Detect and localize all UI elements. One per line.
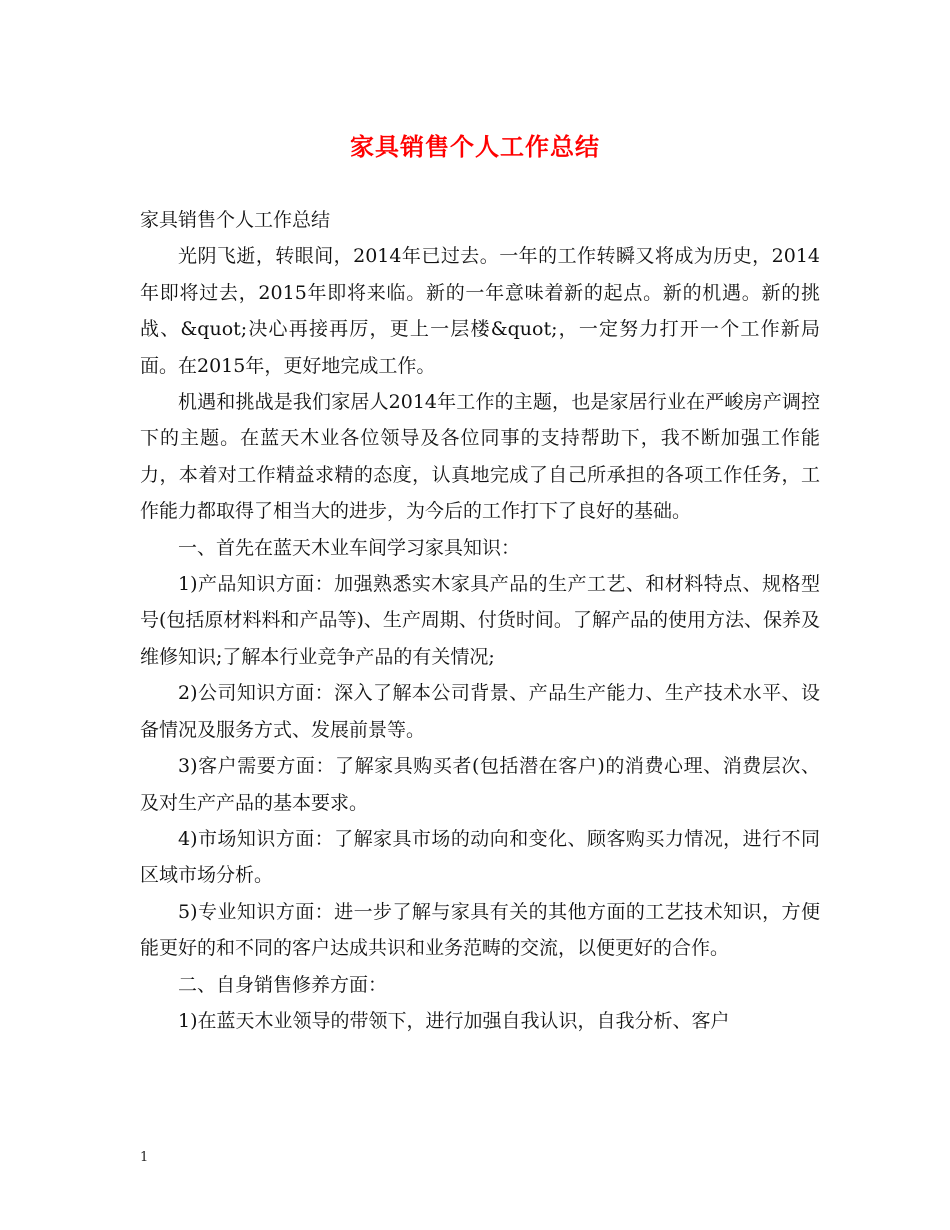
paragraph: 1)在蓝天木业领导的带领下，进行加强自我认识，自我分析、客户 [178, 1009, 730, 1032]
paragraph: 家具销售个人工作总结 [140, 209, 331, 231]
page-number: 1 [140, 1150, 149, 1165]
paragraph: 一、首先在蓝天木业车间学习家具知识： [178, 536, 521, 559]
document-body [140, 202, 820, 1039]
paragraph: 5)专业知识方面：进一步了解与家具有关的其他方面的工艺技术知识，方便能更好的和不同的客户达成共识和业务范畴的交流，以便更好的合作。 [140, 900, 820, 960]
paragraph: 3)客户需要方面：了解家具购买者(包括潜在客户)的消费心理、消费层次、及对生产产品的基本要求。 [140, 755, 820, 814]
paragraph: 4)市场知识方面：了解家具市场的动向和变化、顾客购买力情况，进行不同区域市场分析。 [140, 827, 820, 887]
paragraph: 2)公司知识方面：深入了解本公司背景、产品生产能力、生产技术水平、设备情况及服务方式、发展前景等。 [140, 682, 820, 741]
document-title: 家具销售个人工作总结 [350, 132, 600, 161]
paragraph: 1)产品知识方面：加强熟悉实木家具产品的生产工艺、和材料特点、规格型号(包括原材料料和产品等)、生产周期、付货时间。了解产品的使用方法、保养及维修知识;了解本行业竞争产品的有关情况; [140, 573, 820, 668]
paragraph: 二、自身销售修养方面： [178, 973, 388, 996]
paragraph: 光阴飞逝，转眼间，2014年已过去。一年的工作转瞬又将成为历史，2014年即将过去，2015年即将来临。新的一年意味着新的起点。新的机遇。新的挑战、&quot;决心再接再厉，更上一层楼&quot;，一定努力打开一个工作新局面。在2015年，更好地完成工作。 [140, 245, 820, 377]
paragraph: 机遇和挑战是我们家居人2014年工作的主题，也是家居行业在严峻房产调控下的主题。在蓝天木业各位领导及各位同事的支持帮助下，我不断加强工作能力，本着对工作精益求精的态度，认真地完成了自己所承担的各项工作任务，工作能力都取得了相当大的进步，为今后的工作打下了良好的基础。 [140, 391, 820, 523]
